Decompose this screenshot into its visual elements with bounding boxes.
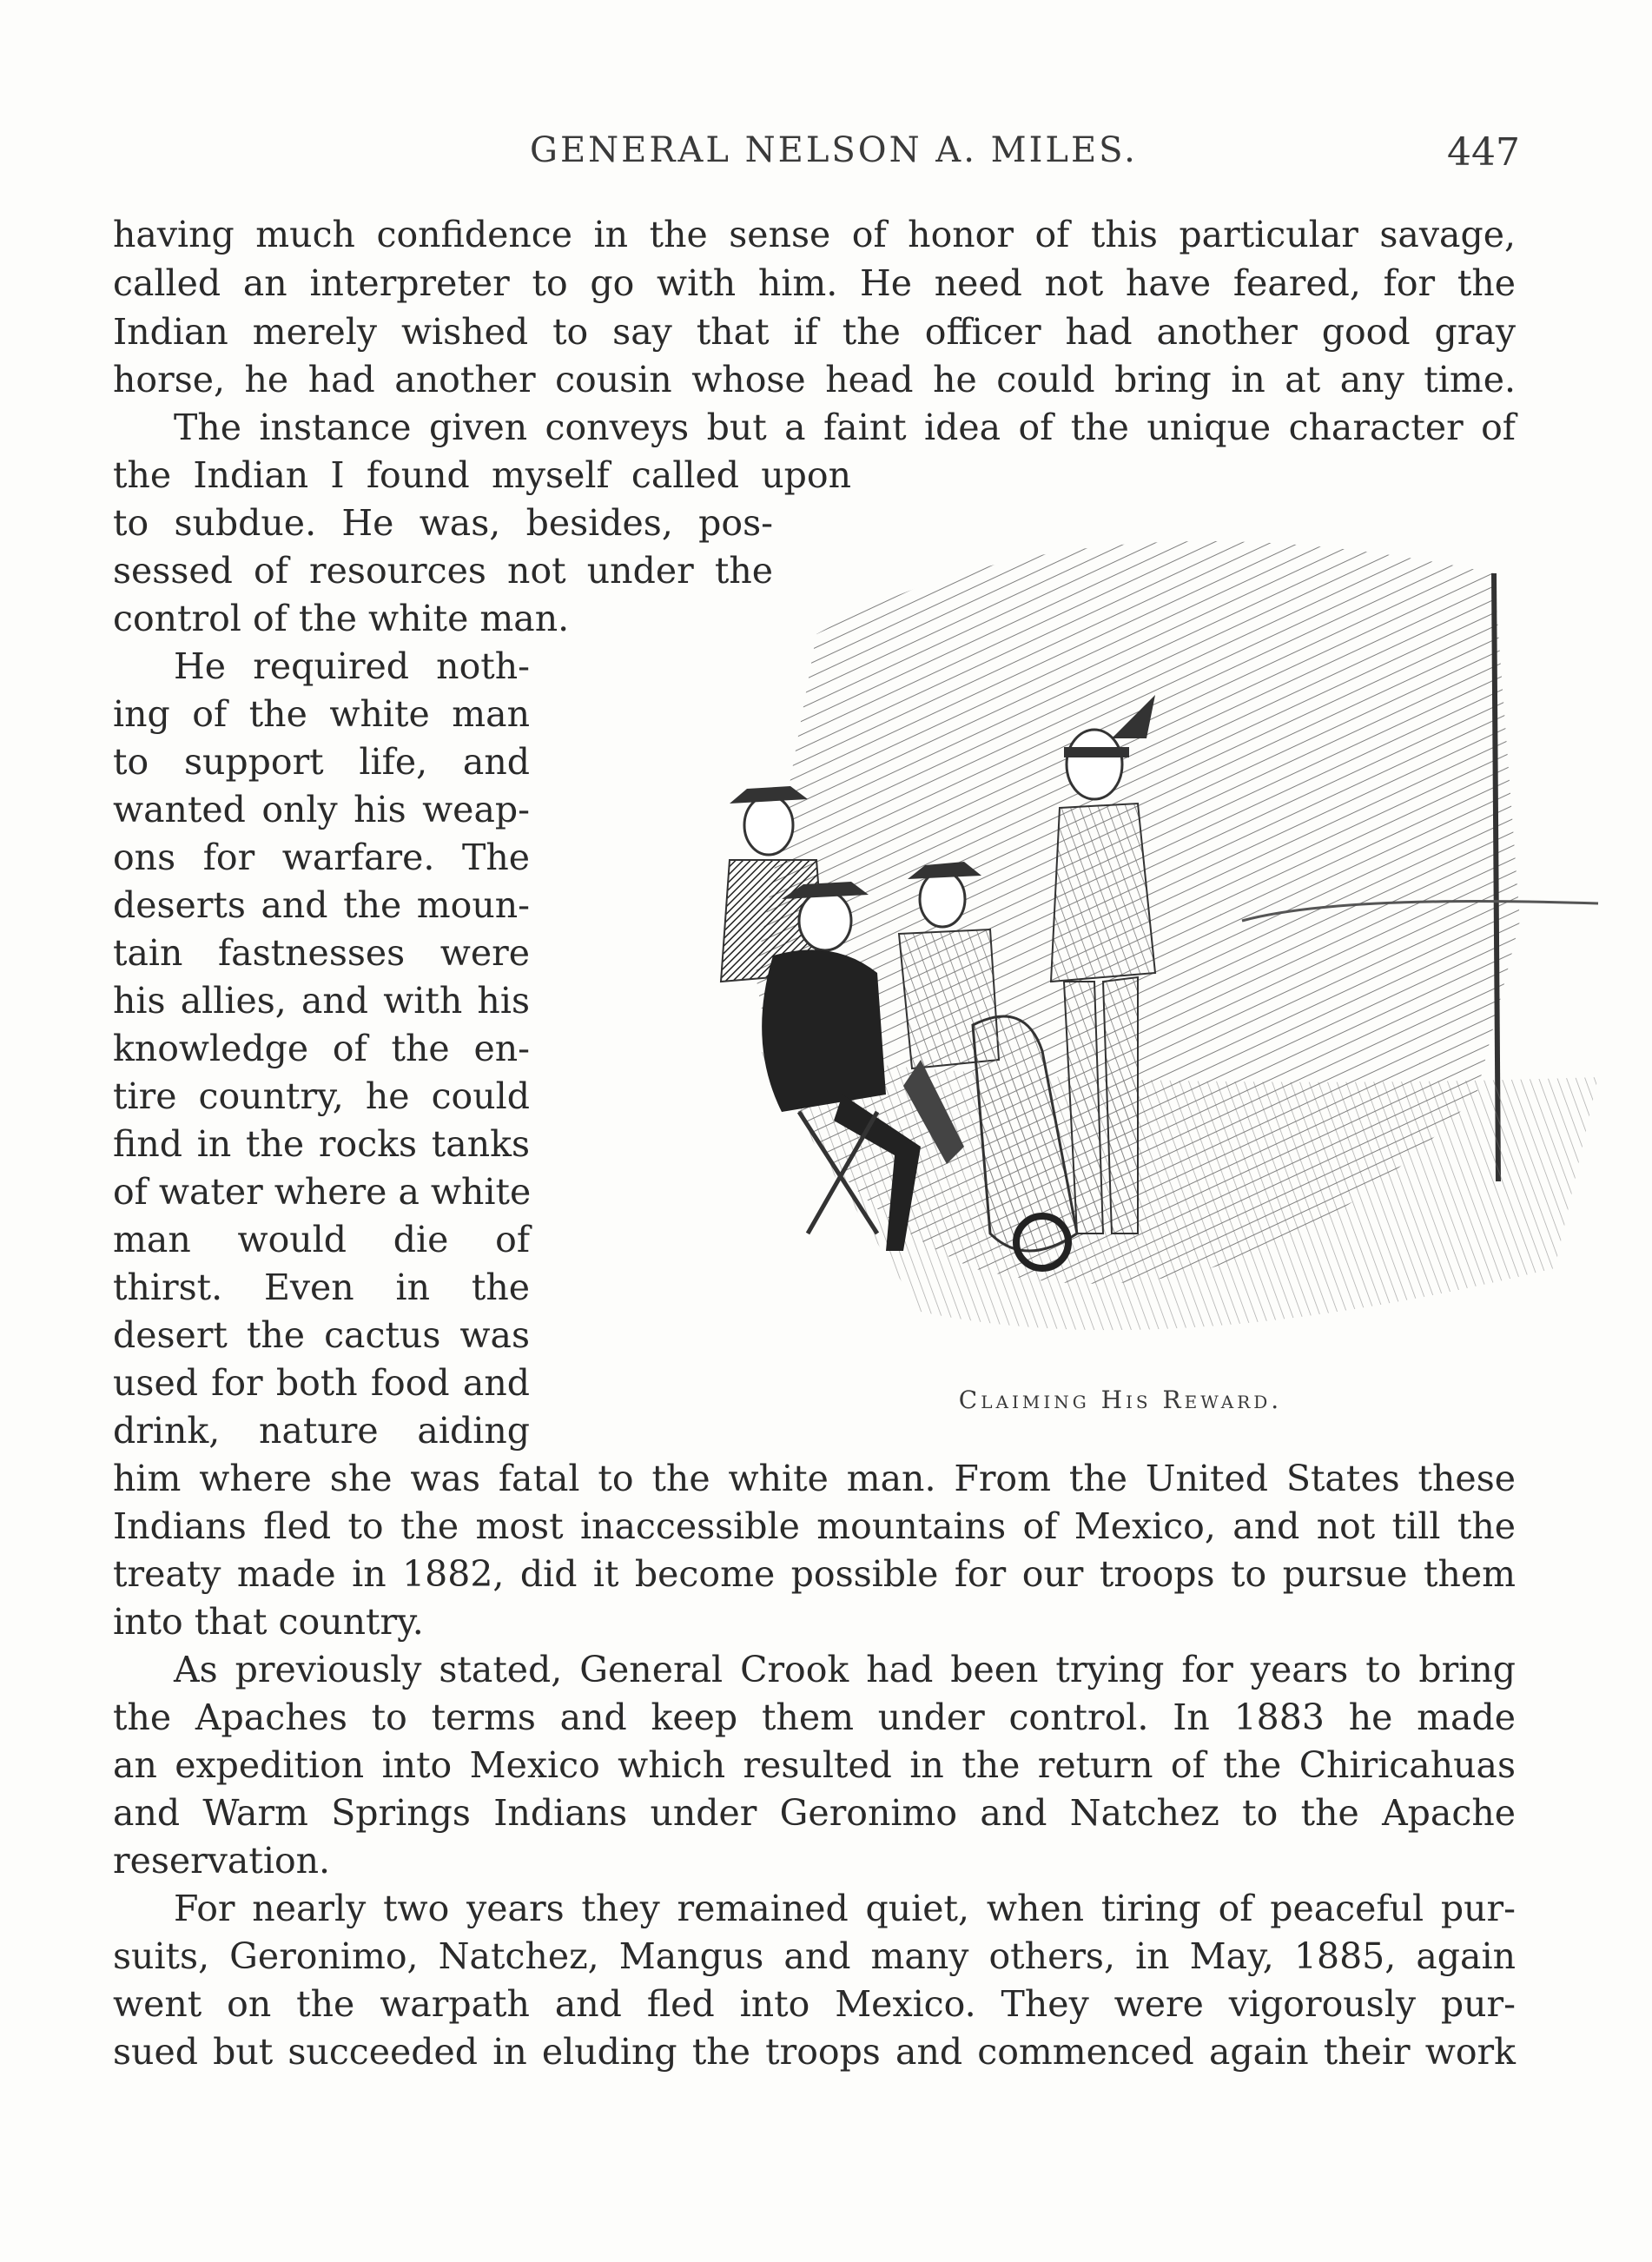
text-line: control of the white man. [113,598,570,639]
text-line: find in the rocks tanks [113,1123,530,1165]
text-line: horse, he had another cousin whose head he could bring in at any time. [113,359,1516,400]
text-line: tain fastnesses were [113,932,530,974]
text-line: having much confidence in the sense of honor of this particular savage, [113,214,1516,255]
figure-caption: Claiming His Reward. [958,1386,1283,1414]
text-line: Indians fled to the most inaccessible mountains of Mexico, and not till the [113,1505,1516,1547]
running-title: GENERAL NELSON A. MILES. [530,130,1138,170]
text-line: suits, Geronimo, Natchez, Mangus and many others, in May, 1885, again [113,1935,1516,1977]
text-line: and Warm Springs Indians under Geronimo and Natchez to the Apache [113,1792,1516,1834]
text-line: man would die of [113,1219,530,1260]
text-line: desert the cactus was [113,1314,530,1356]
text-line: used for both food and [113,1362,530,1404]
text-line: his allies, and with his [113,980,530,1022]
running-head [113,130,1520,174]
text-line: sued but succeeded in eluding the troops and commenced again their work [113,2031,1516,2073]
text-line: thirst. Even in the [113,1267,530,1308]
text-line: ons for warfare. The [113,837,530,878]
text-line: to support life, and [113,741,530,783]
text-line: ing of the white man [113,693,530,735]
page-number: 447 [1447,130,1520,175]
text-line: reservation. [113,1840,331,1882]
text-line: wanted only his weap- [113,789,530,830]
text-line: to subdue. He was, besides, pos- [113,502,773,544]
text-line: sessed of resources not under the [113,550,773,592]
engraving-svg [556,486,1607,1407]
text-line: treaty made in 1882, did it become possible for our troops to pursue them [113,1553,1516,1595]
text-line: drink, nature aiding [113,1410,530,1452]
text-line: As previously stated, General Crook had been trying for years to bring [174,1649,1516,1690]
text-line: For nearly two years they remained quiet, when tiring of peaceful pur- [174,1888,1516,1929]
text-line: tire country, he could [113,1075,530,1117]
text-line: went on the warpath and fled into Mexico. They were vigorously pur- [113,1983,1516,2025]
text-line: called an interpreter to go with him. He need not have feared, for the [113,262,1516,304]
text-line: He required noth- [174,645,530,687]
text-line: him where she was fatal to the white man. From the United States these [113,1458,1516,1499]
text-line: into that country. [113,1601,424,1643]
text-line: Indian merely wished to say that if the officer had another good gray [113,311,1516,353]
text-line: knowledge of the en- [113,1028,530,1069]
text-line: of water where a white [113,1171,532,1213]
text-line: an expedition into Mexico which resulted in the return of the Chiricahuas [113,1744,1516,1786]
text-line: deserts and the moun- [113,884,530,926]
engraving-illustration [556,486,1607,1407]
text-line: the Apaches to terms and keep them under control. In 1883 he made [113,1696,1516,1738]
text-line: the Indian I found myself called upon [113,454,851,496]
text-line: The instance given conveys but a faint idea of the unique character of [174,407,1516,448]
